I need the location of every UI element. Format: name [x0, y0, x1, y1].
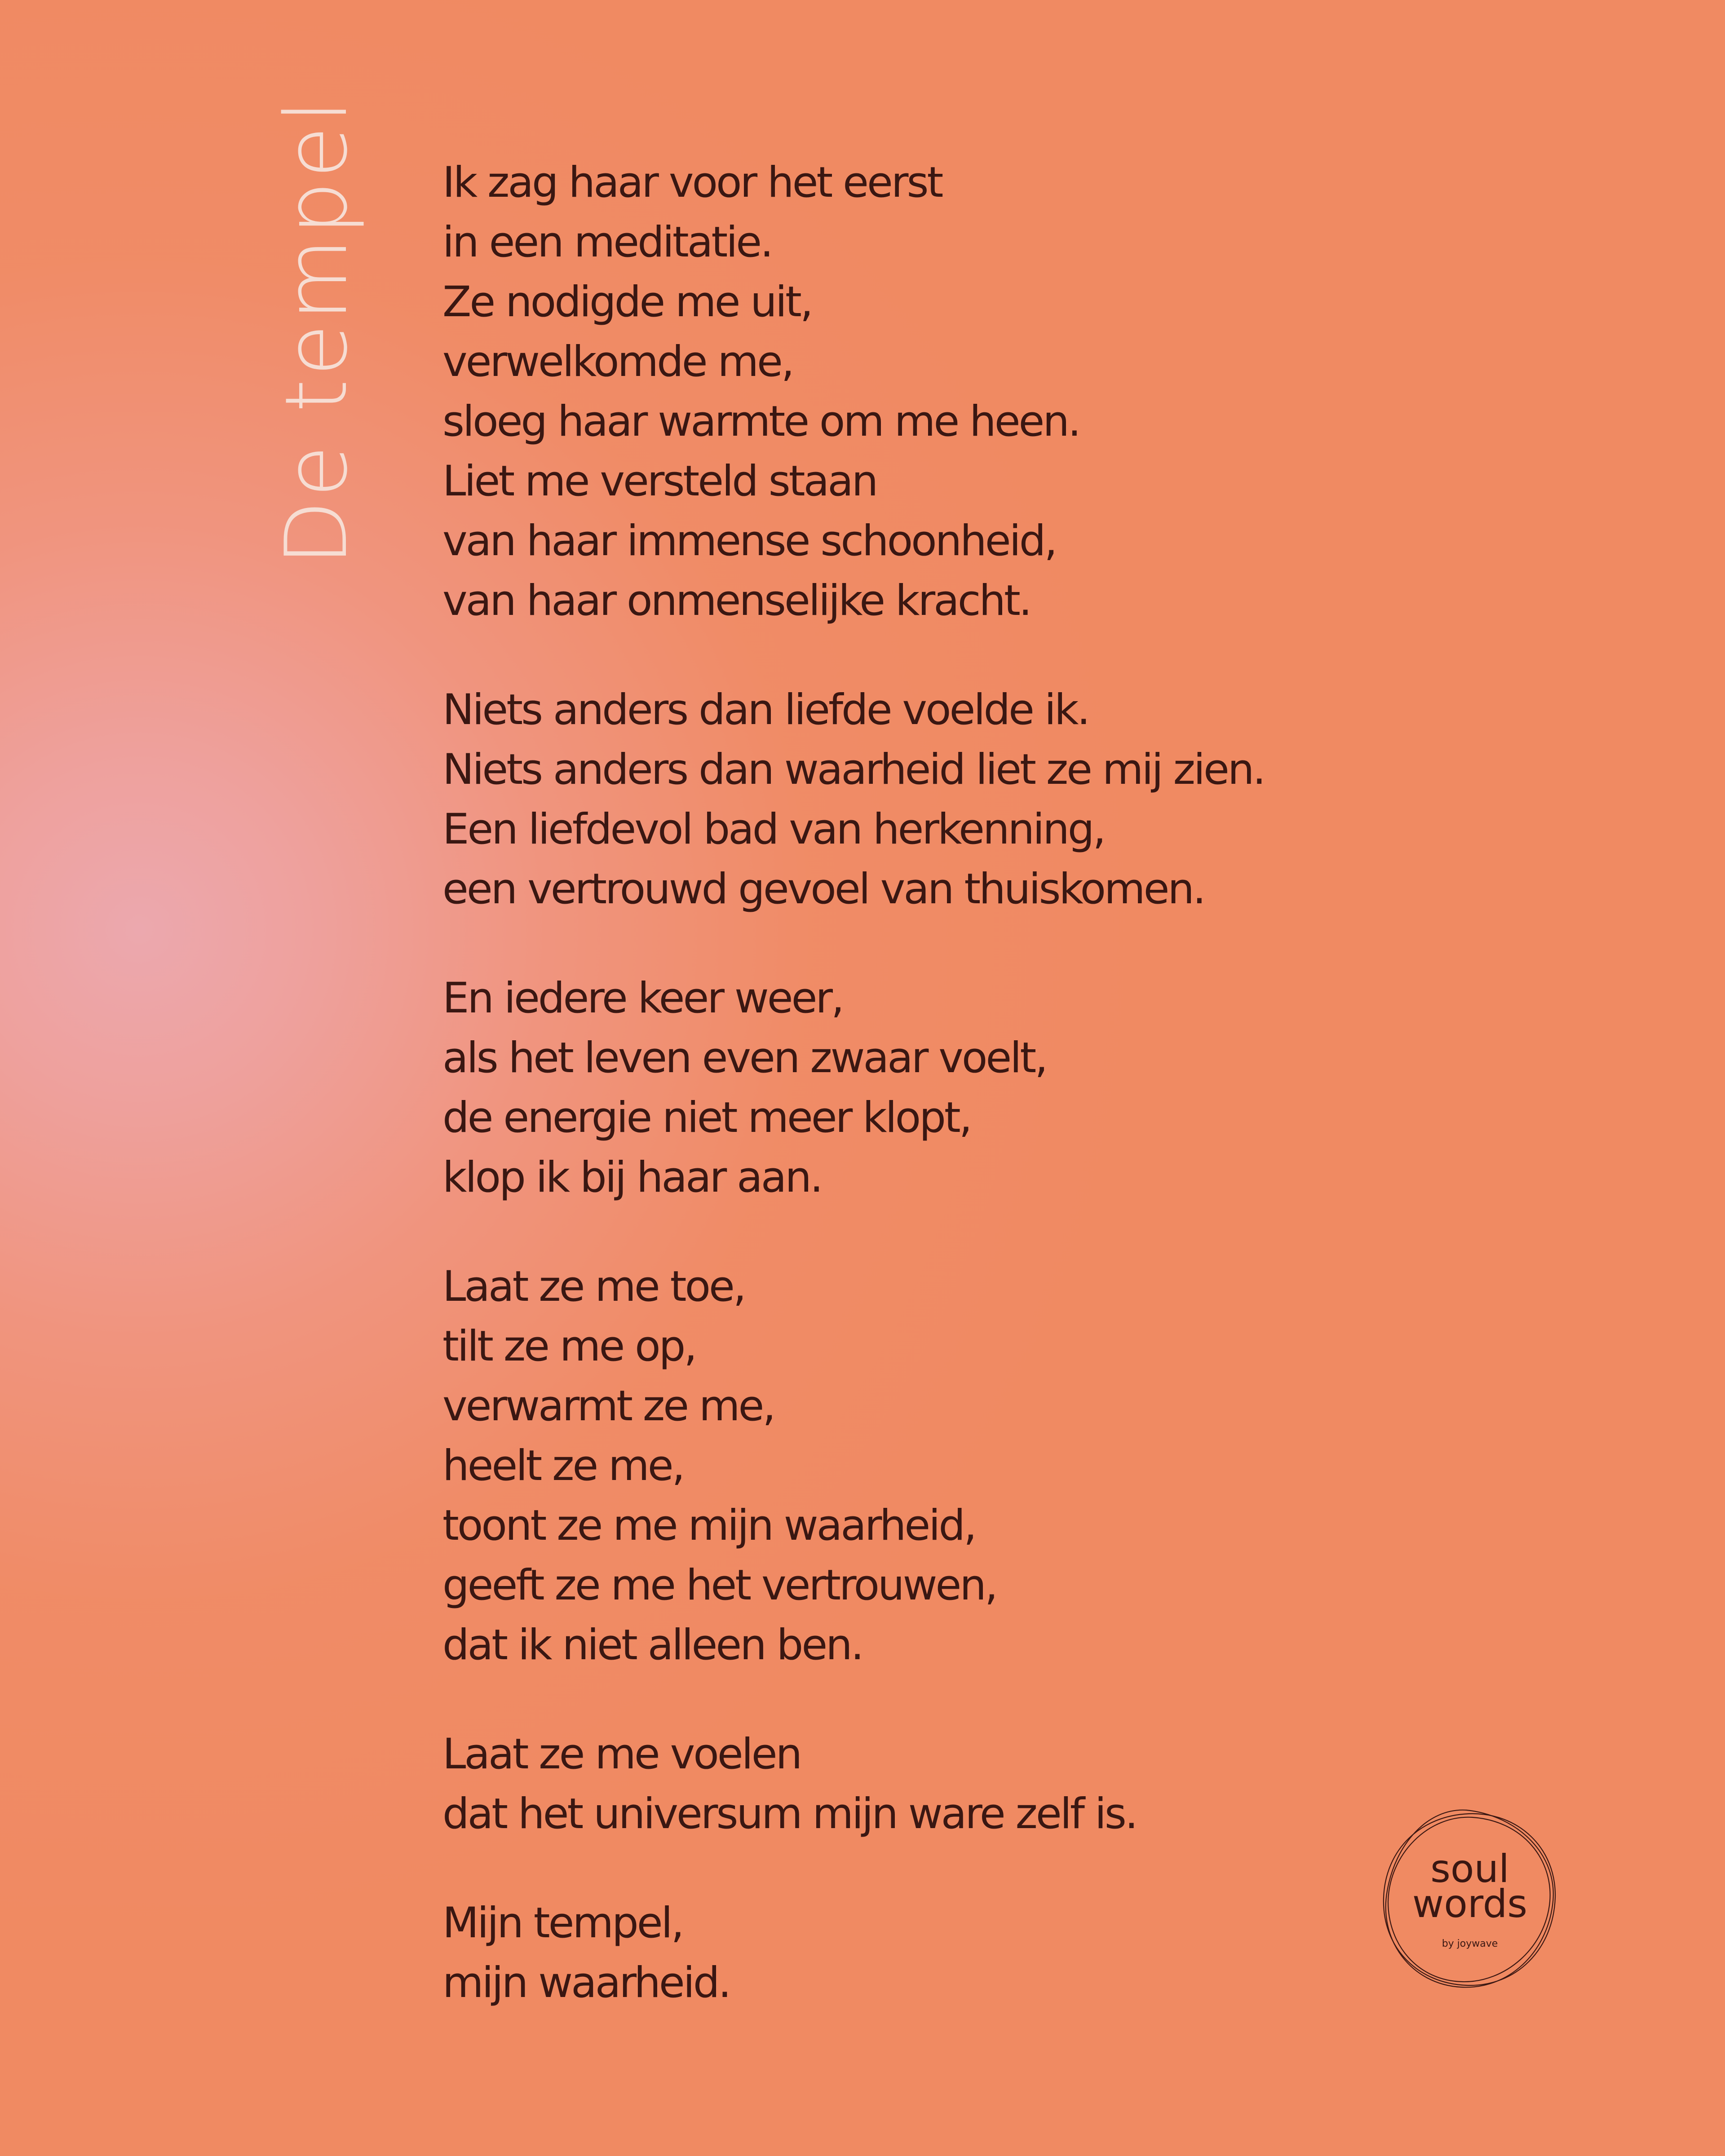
stanza: [442, 1257, 1431, 1675]
poem-line: Niets anders dan waarheid liet ze mij zien.: [442, 745, 1265, 794]
poem-line: verwelkomde me,: [442, 337, 793, 386]
poem-line: Niets anders dan liefde voelde ik.: [442, 685, 1089, 734]
poem-line: Laat ze me toe,: [442, 1262, 745, 1311]
stanza: [442, 1893, 1431, 2013]
poem-line: toont ze me mijn waarheid,: [442, 1501, 975, 1550]
poem-line: de energie niet meer klopt,: [442, 1093, 971, 1142]
poem-line: als het leven even zwaar voelt,: [442, 1034, 1047, 1082]
poem-line: klop ik bij haar aan.: [442, 1153, 822, 1202]
poem-line: een vertrouwd gevoel van thuiskomen.: [442, 865, 1204, 914]
stanza: [442, 968, 1431, 1207]
soul-words-logo: [1375, 1806, 1563, 1994]
poem-title: De tempel: [267, 97, 366, 566]
poem-line: heelt ze me,: [442, 1441, 684, 1490]
poem-line: Een liefdevol bad van herkenning,: [442, 805, 1105, 854]
poem-line: Laat ze me voelen: [442, 1730, 801, 1779]
poem-line: in een meditatie.: [442, 218, 772, 267]
logo-text-words: words: [1412, 1882, 1528, 1926]
stanza: [442, 680, 1431, 919]
poem-line: mijn waarheid.: [442, 1958, 730, 2007]
poem-line: Ik zag haar voor het eerst: [442, 158, 942, 207]
logo-text-soul: soul: [1430, 1847, 1509, 1891]
poem-line: dat ik niet alleen ben.: [442, 1621, 862, 1670]
stanza: [442, 153, 1431, 631]
logo-tagline: by joywave: [1442, 1938, 1498, 1949]
poem-line: geeft ze me het vertrouwen,: [442, 1561, 996, 1610]
poem-line: Mijn tempel,: [442, 1899, 683, 1948]
poem-line: van haar immense schoonheid,: [442, 517, 1056, 566]
poem-line: sloeg haar warmte om me heen.: [442, 397, 1079, 446]
poem-line: Liet me versteld staan: [442, 457, 877, 506]
stanza: [442, 1724, 1431, 1844]
poem-line: dat het universum mijn ware zelf is.: [442, 1789, 1137, 1838]
poem-line: van haar onmenselijke kracht.: [442, 576, 1031, 625]
poem-line: tilt ze me op,: [442, 1322, 696, 1371]
poem-line: En iedere keer weer,: [442, 974, 843, 1023]
poem-body: [442, 153, 1431, 2013]
poem-line: verwarmt ze me,: [442, 1382, 774, 1431]
poem-line: Ze nodigde me uit,: [442, 278, 812, 327]
